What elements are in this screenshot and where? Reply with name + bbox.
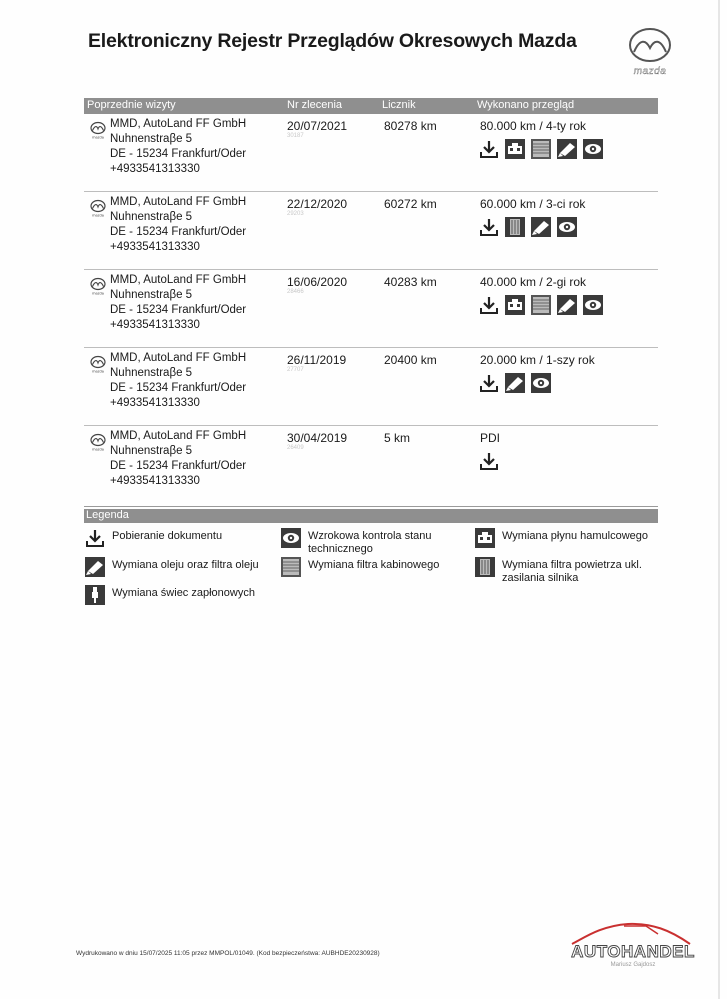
svg-text:mazda: mazda xyxy=(92,135,104,140)
dealer-address xyxy=(110,117,246,177)
service-icons xyxy=(478,216,578,238)
order-number: 29203 xyxy=(287,211,304,217)
svg-text:mazda: mazda xyxy=(92,447,104,452)
visit-date: 22/12/2020 xyxy=(287,197,348,211)
order-number: 26409 xyxy=(287,445,304,451)
odometer-reading: 60272 km xyxy=(384,197,437,211)
cabin-filter-icon[interactable] xyxy=(530,294,552,316)
visual-check-icon[interactable] xyxy=(582,138,604,160)
odometer-reading: 20400 km xyxy=(384,353,437,367)
dealer-name: MMD, AutoLand FF GmbH xyxy=(110,196,247,208)
svg-text:mazda: mazda xyxy=(92,369,104,374)
col-service: Wykonano przegląd xyxy=(477,99,575,111)
legend-brake-fluid xyxy=(474,527,648,549)
download-icon[interactable] xyxy=(478,372,500,394)
table-row xyxy=(84,114,658,192)
dealer-mazda-logo xyxy=(88,120,110,145)
dealer-mazda-logo xyxy=(88,198,110,223)
print-footer: Wydrukowano w dniu 15/07/2025 11:05 przez MMPOL/01049. (Kod bezpieczeństwa: AUBHDE20230928) xyxy=(76,950,380,957)
dealer-phone: +4933541313330 xyxy=(110,319,200,331)
dealer-phone: +4933541313330 xyxy=(110,163,200,175)
spark-plug-icon xyxy=(84,584,106,606)
dealer-street: Nuhnenstraβe 5 xyxy=(110,289,193,301)
service-performed: 60.000 km / 3-ci rok xyxy=(480,197,586,211)
dealer-address xyxy=(110,273,246,333)
legend-spark-plugs xyxy=(84,584,255,606)
dealer-name: MMD, AutoLand FF GmbH xyxy=(110,352,247,364)
dealer-street: Nuhnenstraβe 5 xyxy=(110,211,193,223)
dealer-street: Nuhnenstraβe 5 xyxy=(110,445,193,457)
dealer-city: DE - 15234 Frankfurt/Oder xyxy=(110,226,247,238)
table-row xyxy=(84,270,658,348)
visits-table xyxy=(84,114,658,507)
dealer-street: Nuhnenstraβe 5 xyxy=(110,133,193,145)
scan-edge xyxy=(718,0,720,999)
air-filter-icon[interactable] xyxy=(504,216,526,238)
cabin-filter-icon xyxy=(280,556,302,578)
dealer-name: MMD, AutoLand FF GmbH xyxy=(110,118,247,130)
download-icon[interactable] xyxy=(478,216,500,238)
col-visits: Poprzednie wizyty xyxy=(87,99,176,111)
dealer-phone: +4933541313330 xyxy=(110,397,200,409)
order-number: 27707 xyxy=(287,367,304,373)
legend-header: Legenda xyxy=(84,509,658,523)
service-icons xyxy=(478,372,552,394)
dealer-city: DE - 15234 Frankfurt/Oder xyxy=(110,148,247,160)
legend-spark-plugs-label: Wymiana świec zapłonowych xyxy=(112,587,255,599)
download-icon[interactable] xyxy=(478,450,500,472)
oil-filter-icon[interactable] xyxy=(504,372,526,394)
service-performed: PDI xyxy=(480,431,501,445)
svg-text:mazda: mazda xyxy=(92,291,104,296)
dealer-mazda-logo xyxy=(88,276,110,301)
visit-date: 26/11/2019 xyxy=(287,353,347,367)
dealer-name: MMD, AutoLand FF GmbH xyxy=(110,274,247,286)
brake-fluid-icon[interactable] xyxy=(504,138,526,160)
table-header xyxy=(84,98,658,114)
col-odometer: Licznik xyxy=(382,99,416,111)
table-row xyxy=(84,192,658,270)
legend-air-filter-label: Wymiana filtra powietrza ukl. zasilania silnika xyxy=(502,559,642,584)
legend-oil-filter-label: Wymiana oleju oraz filtra oleju xyxy=(112,559,259,571)
visual-check-icon[interactable] xyxy=(556,216,578,238)
visit-date: 16/06/2020 xyxy=(287,275,348,289)
dealer-mazda-logo xyxy=(88,354,110,379)
order-number: 30187 xyxy=(287,133,304,139)
legend-oil-filter xyxy=(84,556,259,578)
page-title: Elektroniczny Rejestr Przeglądów Okresowych Mazda xyxy=(88,30,577,52)
col-order: Nr zlecenia xyxy=(287,99,343,111)
service-icons xyxy=(478,450,500,472)
dealer-phone: +4933541313330 xyxy=(110,241,200,253)
dealer-street: Nuhnenstraβe 5 xyxy=(110,367,193,379)
svg-text:mazda: mazda xyxy=(92,213,104,218)
brake-fluid-icon xyxy=(474,527,496,549)
legend-download xyxy=(84,527,222,549)
visit-date: 30/04/2019 xyxy=(287,431,348,445)
dealer-address xyxy=(110,429,246,489)
visit-date: 20/07/2021 xyxy=(287,119,348,133)
service-performed: 20.000 km / 1-szy rok xyxy=(480,353,595,367)
dealer-mazda-logo xyxy=(88,432,110,457)
mazda-wordmark: mazda xyxy=(633,66,667,77)
dealer-city: DE - 15234 Frankfurt/Oder xyxy=(110,304,247,316)
oil-filter-icon[interactable] xyxy=(556,294,578,316)
mazda-logo xyxy=(620,26,680,82)
dealer-city: DE - 15234 Frankfurt/Oder xyxy=(110,382,247,394)
visual-check-icon xyxy=(280,527,302,549)
oil-filter-icon xyxy=(84,556,106,578)
service-performed: 80.000 km / 4-ty rok xyxy=(480,119,587,133)
dealer-phone: +4933541313330 xyxy=(110,475,200,487)
legend-air-filter xyxy=(474,556,664,585)
dealer-name: AUTOHANDEL xyxy=(571,942,695,961)
dealer-watermark xyxy=(566,918,700,972)
odometer-reading: 5 km xyxy=(384,431,411,445)
dealer-owner: Mariusz Gajdosz xyxy=(610,962,656,968)
download-icon xyxy=(84,527,106,549)
dealer-address xyxy=(110,351,246,411)
legend-cabin-filter xyxy=(280,556,439,578)
oil-filter-icon[interactable] xyxy=(530,216,552,238)
cabin-filter-icon[interactable] xyxy=(530,138,552,160)
service-icons xyxy=(478,138,604,160)
brake-fluid-icon[interactable] xyxy=(504,294,526,316)
air-filter-icon xyxy=(474,556,496,578)
download-icon[interactable] xyxy=(478,294,500,316)
legend-brake-fluid-label: Wymiana płynu hamulcowego xyxy=(502,530,649,542)
download-icon[interactable] xyxy=(478,138,500,160)
legend-visual-check xyxy=(280,527,455,556)
table-row xyxy=(84,348,658,426)
table-row xyxy=(84,426,658,507)
dealer-address xyxy=(110,195,246,255)
visual-check-icon[interactable] xyxy=(530,372,552,394)
dealer-city: DE - 15234 Frankfurt/Oder xyxy=(110,460,247,472)
legend-cabin-filter-label: Wymiana filtra kabinowego xyxy=(308,559,440,571)
dealer-name: MMD, AutoLand FF GmbH xyxy=(110,430,247,442)
service-icons xyxy=(478,294,604,316)
visual-check-icon[interactable] xyxy=(582,294,604,316)
order-number: 28466 xyxy=(287,289,304,295)
odometer-reading: 40283 km xyxy=(384,275,437,289)
legend-download-label: Pobieranie dokumentu xyxy=(112,530,223,542)
odometer-reading: 80278 km xyxy=(384,119,437,133)
service-performed: 40.000 km / 2-gi rok xyxy=(480,275,587,289)
oil-filter-icon[interactable] xyxy=(556,138,578,160)
legend-visual-check-label: Wzrokowa kontrola stanu technicznego xyxy=(308,530,432,555)
